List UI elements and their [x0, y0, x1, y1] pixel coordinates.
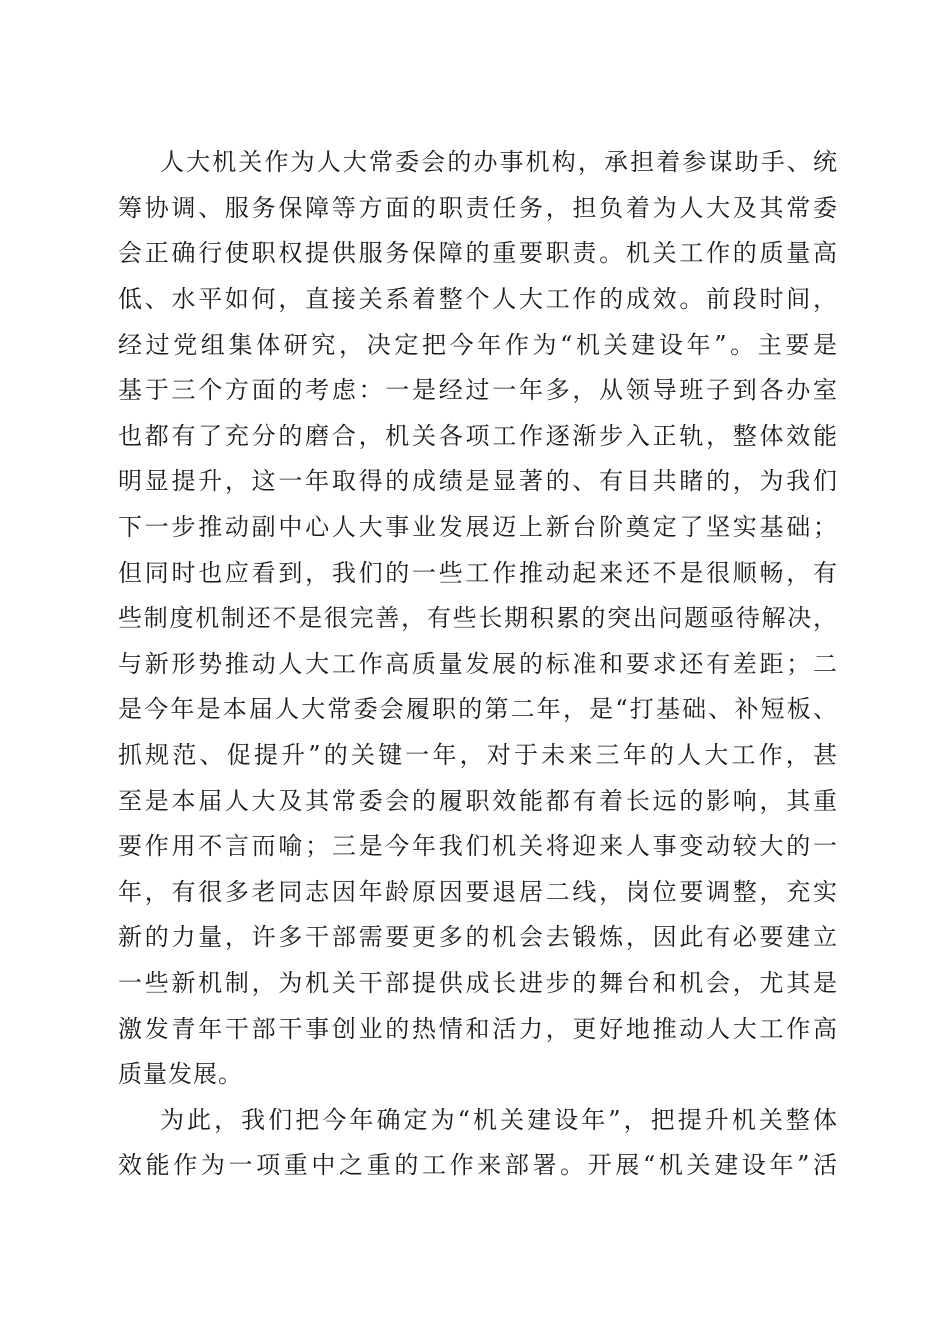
paragraph-1-line-8: 明显提升，这一年取得的成绩是显著的、有目共睹的，为我们 — [118, 467, 838, 495]
paragraph-1-line-6: 基于三个方面的考虑：一是经过一年多，从领导班子到各办室 — [118, 376, 838, 404]
paragraph-1-line-5: 经过党组集体研究，决定把今年作为“机关建设年”。主要是 — [118, 331, 838, 359]
paragraph-1-line-9: 下一步推动副中心人大事业发展迈上新台阶奠定了坚实基础； — [118, 513, 838, 541]
paragraph-1-line-13: 是今年是本届人大常委会履职的第二年，是“打基础、补短板、 — [118, 695, 838, 723]
paragraph-2-line-1: 为此，我们把今年确定为“机关建设年”，把提升机关整体 — [160, 1106, 838, 1134]
paragraph-1-line-12: 与新形势推动人大工作高质量发展的标准和要求还有差距；二 — [118, 650, 838, 678]
paragraph-1-line-15: 至是本届人大及其常委会的履职效能都有着长远的影响，其重 — [118, 787, 838, 815]
paragraph-1-line-1: 人大机关作为人大常委会的办事机构，承担着参谋助手、统 — [160, 148, 838, 176]
paragraph-1-line-11: 些制度机制还不是很完善，有些长期积累的突出问题亟待解决， — [118, 604, 838, 632]
paragraph-1-line-17: 年，有很多老同志因年龄原因要退居二线，岗位要调整，充实 — [118, 878, 838, 906]
paragraph-1-line-19: 一些新机制，为机关干部提供成长进步的舞台和机会，尤其是 — [118, 969, 838, 997]
paragraph-1-line-18: 新的力量，许多干部需要更多的机会去锻炼，因此有必要建立 — [118, 923, 838, 951]
paragraph-1-line-4: 低、水平如何，直接关系着整个人大工作的成效。前段时间， — [118, 285, 838, 313]
paragraph-1-line-21: 质量发展。 — [118, 1060, 243, 1088]
paragraph-1-line-10: 但同时也应看到，我们的一些工作推动起来还不是很顺畅，有 — [118, 559, 838, 587]
paragraph-1-line-2: 筹协调、服务保障等方面的职责任务，担负着为人大及其常委 — [118, 194, 838, 222]
paragraph-1-line-14: 抓规范、促提升”的关键一年，对于未来三年的人大工作，甚 — [118, 741, 838, 769]
paragraph-2-line-2: 效能作为一项重中之重的工作来部署。开展“机关建设年”活 — [118, 1151, 838, 1179]
paragraph-1-line-3: 会正确行使职权提供服务保障的重要职责。机关工作的质量高 — [118, 239, 838, 267]
paragraph-1-line-20: 激发青年干部干事创业的热情和活力，更好地推动人大工作高 — [118, 1015, 838, 1043]
paragraph-1-line-7: 也都有了充分的磨合，机关各项工作逐渐步入正轨，整体效能 — [118, 422, 838, 450]
paragraph-1-line-16: 要作用不言而喻；三是今年我们机关将迎来人事变动较大的一 — [118, 832, 838, 860]
